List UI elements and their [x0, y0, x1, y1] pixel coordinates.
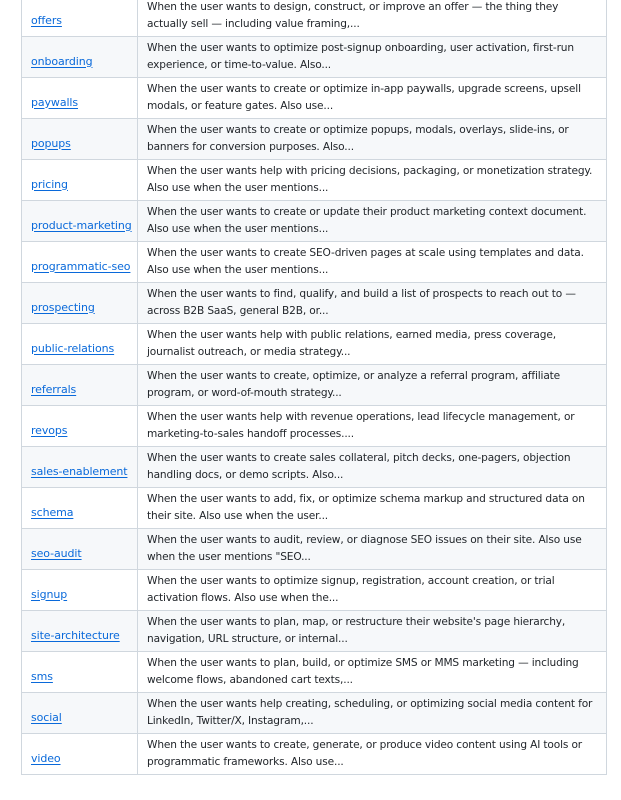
- skill-description: When the user wants to audit, review, or diagnose SEO issues on their site. Also use when the user mentions "SEO...: [147, 534, 582, 563]
- skill-link[interactable]: offers: [31, 13, 62, 27]
- skill-link[interactable]: site-architecture: [31, 628, 120, 642]
- skill-name-cell: [22, 37, 138, 78]
- skill-description-cell: [138, 406, 607, 447]
- skill-description: When the user wants to create, optimize, or analyze a referral program, affiliate program, or word-of-mouth strategy...: [147, 370, 561, 399]
- skill-link[interactable]: sms: [31, 669, 53, 683]
- table-row: [22, 611, 607, 652]
- skill-description-cell: [138, 611, 607, 652]
- skill-description: When the user wants help creating, scheduling, or optimizing social media content for LinkedIn, Twitter/X, Instagram,...: [147, 698, 593, 727]
- skill-name-cell: [22, 529, 138, 570]
- skill-description: When the user wants to create or update their product marketing context document. Also use when the user mentions...: [147, 206, 587, 235]
- table-row: [22, 201, 607, 242]
- skill-description-cell: [138, 242, 607, 283]
- skill-description-cell: [138, 365, 607, 406]
- skill-name-cell: [22, 734, 138, 775]
- table-row: [22, 365, 607, 406]
- skill-description: When the user wants to create SEO-driven pages at scale using templates and data. Also use when the user mentions...: [147, 247, 584, 276]
- skill-link[interactable]: revops: [31, 423, 68, 437]
- skill-description-cell: [138, 734, 607, 775]
- skill-link[interactable]: onboarding: [31, 54, 93, 68]
- table-row: [22, 160, 607, 201]
- skill-description-cell: [138, 283, 607, 324]
- skill-link[interactable]: prospecting: [31, 300, 95, 314]
- skill-description: When the user wants help with public relations, earned media, press coverage, journalist outreach, or media strategy...: [147, 329, 556, 358]
- skill-link[interactable]: pricing: [31, 177, 68, 191]
- skill-link[interactable]: video: [31, 751, 61, 765]
- skill-name-cell: [22, 283, 138, 324]
- skill-name-cell: [22, 611, 138, 652]
- skill-name-cell: [22, 652, 138, 693]
- table-row: [22, 693, 607, 734]
- skill-description-cell: [138, 529, 607, 570]
- table-row: [22, 734, 607, 775]
- skill-description: When the user wants to plan, build, or optimize SMS or MMS marketing — including welcome flows, abandoned cart texts,...: [147, 657, 579, 686]
- skill-description-cell: [138, 119, 607, 160]
- table-row: [22, 0, 607, 37]
- skill-description: When the user wants to design, construct, or improve an offer — the thing they actually sell — including value framing,...: [147, 1, 559, 30]
- table-row: [22, 570, 607, 611]
- skill-description-cell: [138, 488, 607, 529]
- skill-description-cell: [138, 570, 607, 611]
- skill-link[interactable]: public-relations: [31, 341, 115, 355]
- table-row: [22, 324, 607, 365]
- skill-link[interactable]: signup: [31, 587, 68, 601]
- skill-link[interactable]: product-marketing: [31, 218, 132, 232]
- skill-link[interactable]: seo-audit: [31, 546, 82, 560]
- skill-name-cell: [22, 406, 138, 447]
- skill-description: When the user wants to optimize post-signup onboarding, user activation, first-run experience, or time-to-value. Also...: [147, 42, 574, 71]
- table-row: [22, 119, 607, 160]
- skill-description-cell: [138, 324, 607, 365]
- skill-description-cell: [138, 37, 607, 78]
- table-row: [22, 652, 607, 693]
- skill-description-cell: [138, 0, 607, 37]
- table-row: [22, 283, 607, 324]
- skill-description-cell: [138, 447, 607, 488]
- table-row: [22, 488, 607, 529]
- skill-link[interactable]: sales-enablement: [31, 464, 128, 478]
- skill-name-cell: [22, 201, 138, 242]
- skill-name-cell: [22, 324, 138, 365]
- skill-name-cell: [22, 365, 138, 406]
- skill-name-cell: [22, 693, 138, 734]
- table-row: [22, 37, 607, 78]
- skill-link[interactable]: paywalls: [31, 95, 79, 109]
- skill-link[interactable]: referrals: [31, 382, 77, 396]
- skill-description: When the user wants to create or optimize popups, modals, overlays, slide-ins, or banners for conversion purposes. Also...: [147, 124, 569, 153]
- skill-description: When the user wants help with pricing decisions, packaging, or monetization strategy. Also use when the user mentions...: [147, 165, 593, 194]
- skill-description: When the user wants to find, qualify, and build a list of prospects to reach out to — across B2B SaaS, general B2B, or...: [147, 288, 576, 317]
- table-row: [22, 242, 607, 283]
- skill-description: When the user wants to optimize signup, registration, account creation, or trial activation flows. Also use when the...: [147, 575, 555, 604]
- skill-link[interactable]: schema: [31, 505, 74, 519]
- skill-name-cell: [22, 488, 138, 529]
- skill-name-cell: [22, 0, 138, 37]
- skills-table-body: [22, 0, 607, 775]
- skill-description: When the user wants to create sales collateral, pitch decks, one-pagers, objection handling docs, or demo scripts. Also...: [147, 452, 571, 481]
- skill-name-cell: [22, 119, 138, 160]
- table-row: [22, 78, 607, 119]
- skill-description: When the user wants to plan, map, or restructure their website's page hierarchy, navigation, URL structure, or internal...: [147, 616, 566, 645]
- skills-table: [21, 0, 607, 775]
- skill-description-cell: [138, 78, 607, 119]
- table-row: [22, 406, 607, 447]
- skill-name-cell: [22, 242, 138, 283]
- skill-link[interactable]: popups: [31, 136, 71, 150]
- skill-link[interactable]: social: [31, 710, 62, 724]
- skill-description-cell: [138, 693, 607, 734]
- skill-description-cell: [138, 652, 607, 693]
- skill-description: When the user wants to add, fix, or optimize schema markup and structured data on their site. Also use when the user...: [147, 493, 585, 522]
- skill-description: When the user wants to create or optimize in-app paywalls, upgrade screens, upsell modals, or feature gates. Also use...: [147, 83, 581, 112]
- skill-description: When the user wants help with revenue operations, lead lifecycle management, or marketing-to-sales handoff processes....: [147, 411, 575, 440]
- skill-name-cell: [22, 447, 138, 488]
- skill-name-cell: [22, 78, 138, 119]
- skill-description-cell: [138, 160, 607, 201]
- skill-name-cell: [22, 160, 138, 201]
- skill-description: When the user wants to create, generate, or produce video content using AI tools or programmatic frameworks. Also use...: [147, 739, 582, 768]
- table-row: [22, 447, 607, 488]
- skill-description-cell: [138, 201, 607, 242]
- skill-link[interactable]: programmatic-seo: [31, 259, 131, 273]
- skill-name-cell: [22, 570, 138, 611]
- table-row: [22, 529, 607, 570]
